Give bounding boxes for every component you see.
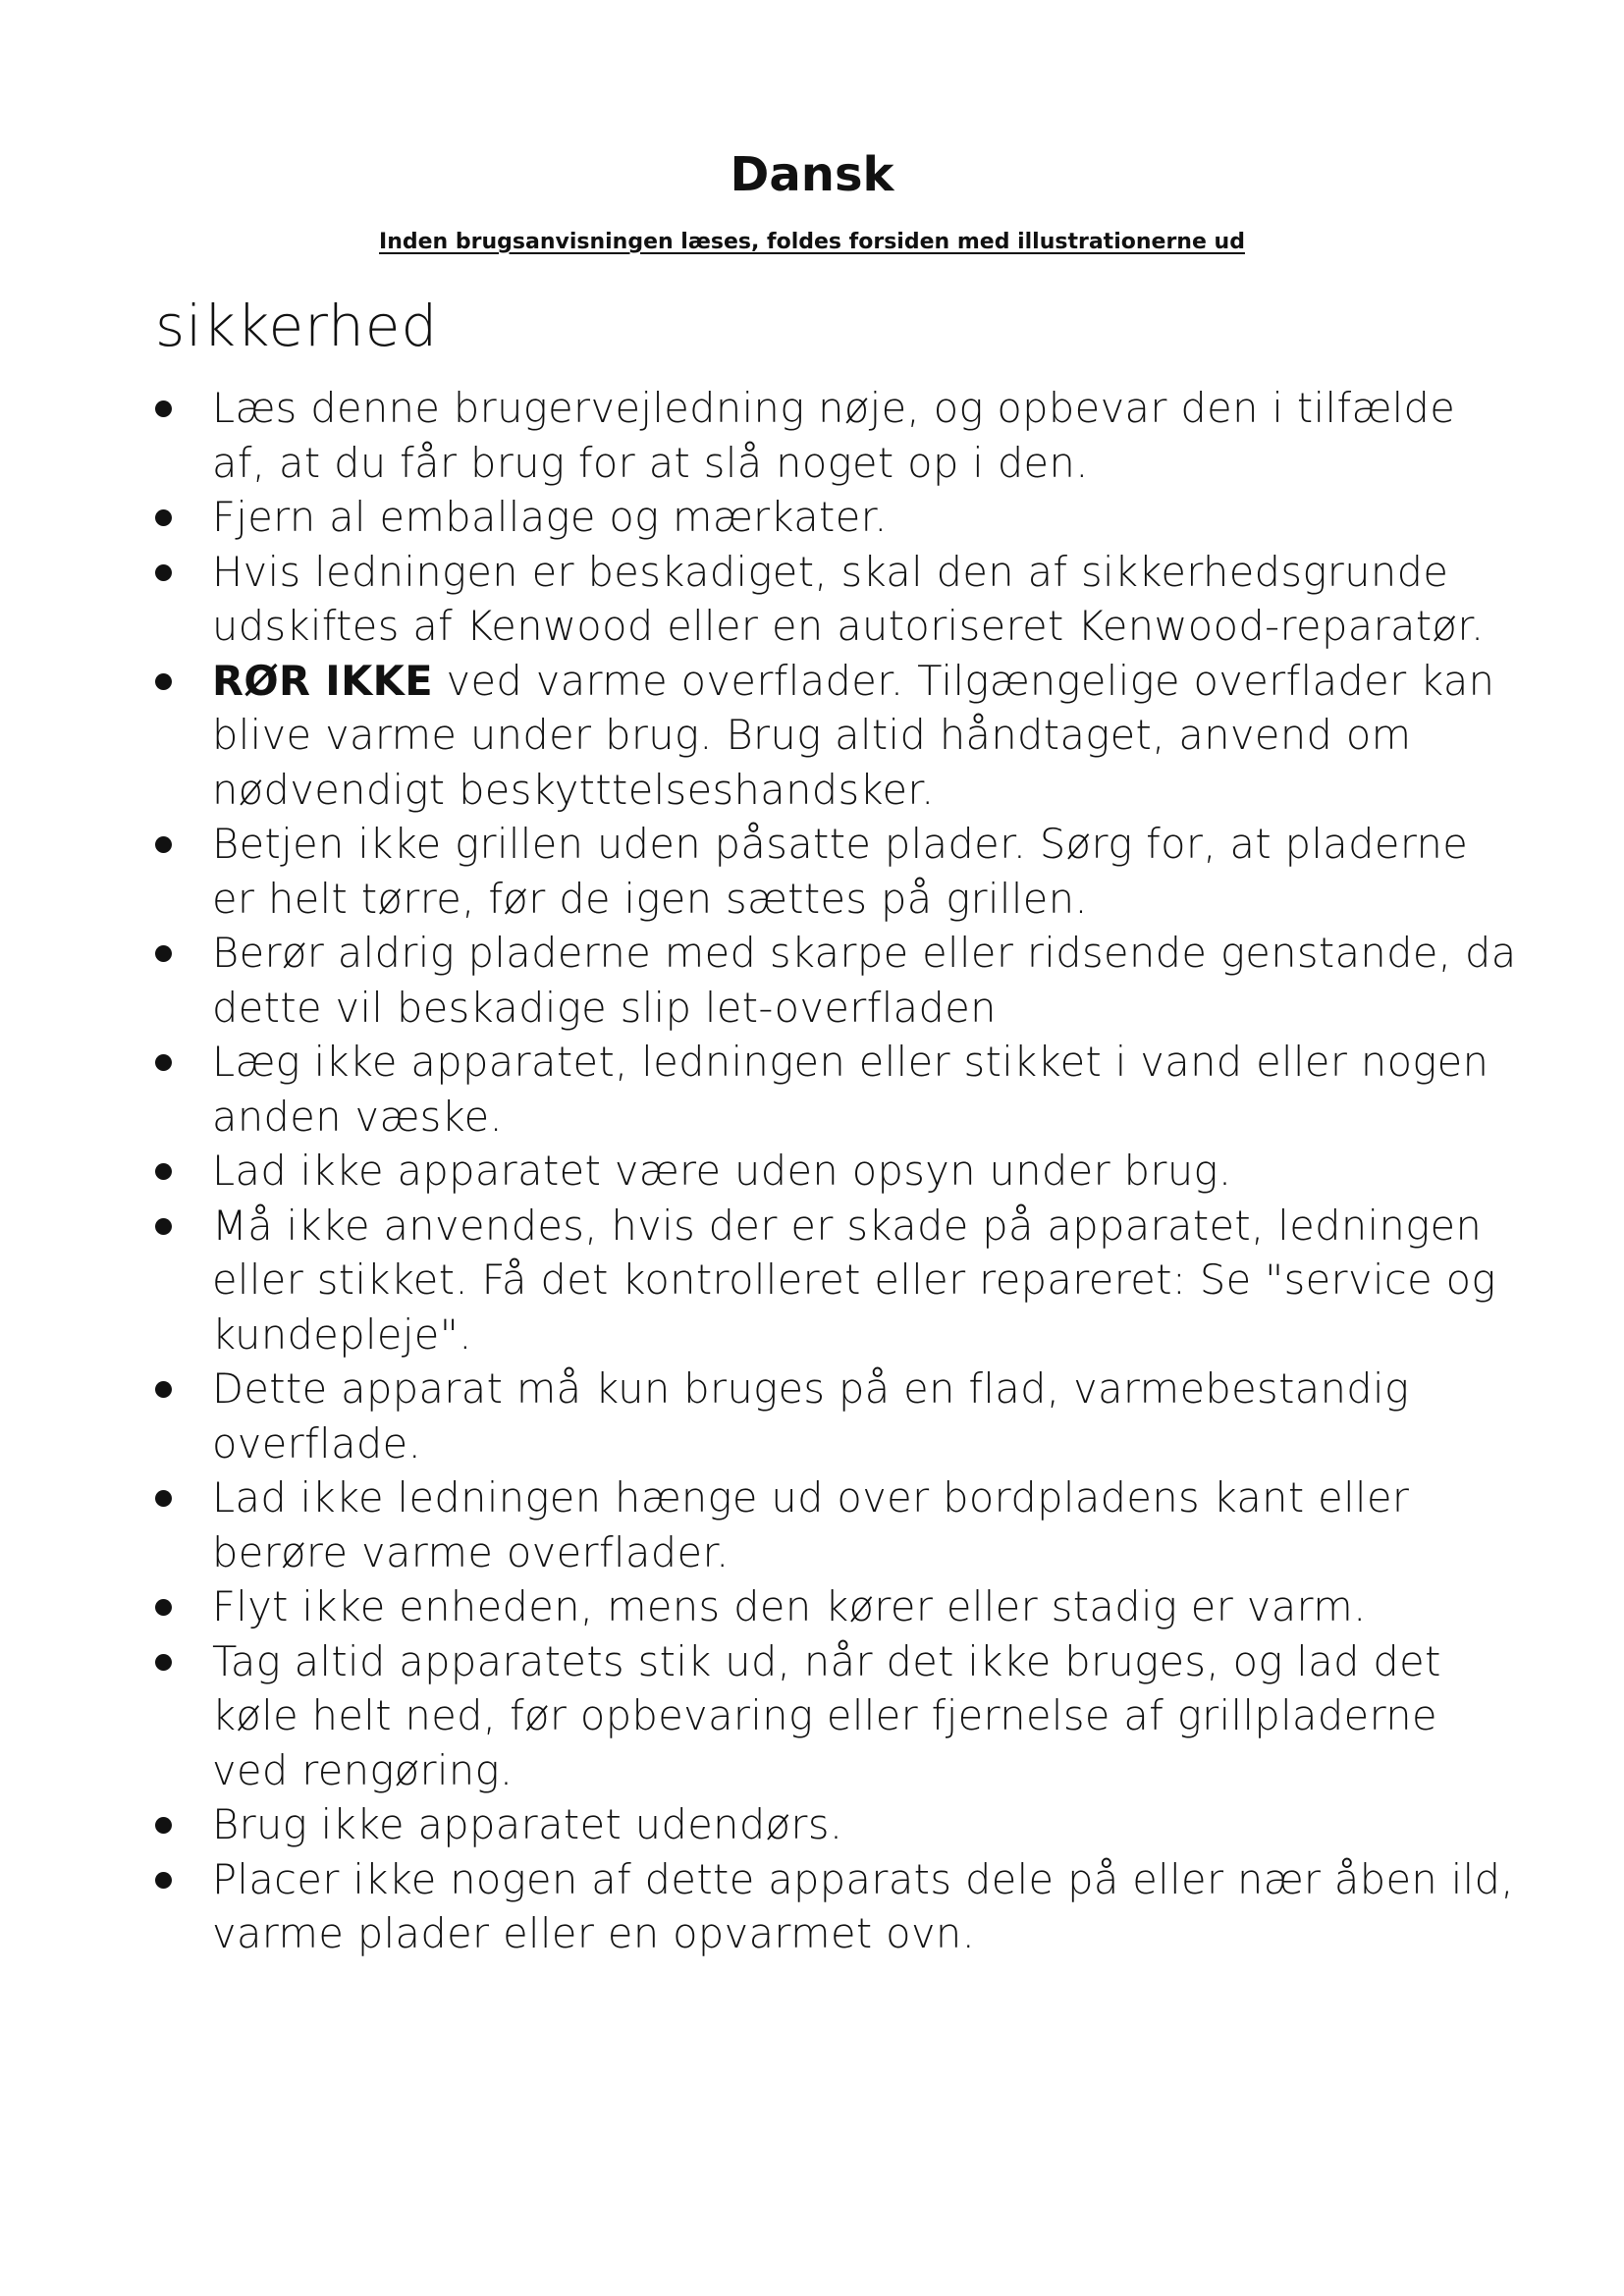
list-item-text: Tag altid apparatets stik ud, når det ikke bruges, og lad det køle helt ned, før opbevaring eller fjernelse af grillpladerne ved rengøring. (212, 1636, 1441, 1794)
list-item (155, 654, 1520, 818)
list-item-text: Betjen ikke grillen uden påsatte plader. Sørg for, at pladerne er helt tørre, før de igen sættes på grillen. (212, 820, 1469, 923)
list-item-text: Læg ikke apparatet, ledningen eller stikket i vand eller nogen anden væske. (212, 1038, 1489, 1141)
section-heading: sikkerhed (155, 293, 439, 359)
bullet-icon (155, 1599, 172, 1616)
list-item (155, 1470, 1520, 1579)
list-item-text: Lad ikke apparatet være uden opsyn under brug. (212, 1147, 1232, 1195)
list-item (155, 545, 1520, 654)
bullet-icon (155, 400, 172, 417)
list-item-text: Brug ikke apparatet udendørs. (212, 1800, 843, 1848)
bullet-icon (155, 945, 172, 962)
bullet-icon (155, 1817, 172, 1834)
list-item-text: Placer ikke nogen af dette apparats dele på eller nær åben ild, varme plader eller en opvarmet ovn. (212, 1854, 1514, 1957)
list-item-text: Fjern al emballage og mærkater. (212, 493, 888, 541)
page-title: Dansk (730, 147, 894, 202)
list-item (155, 381, 1520, 490)
list-item (155, 926, 1520, 1035)
bullet-icon (155, 1163, 172, 1180)
list-item (155, 490, 1520, 545)
list-item (155, 1199, 1520, 1362)
bullet-icon (155, 673, 172, 690)
list-item-text: ved varme overflader. Tilgængelige overflader kan blive varme under brug. Brug altid håndtaget, anvend om nødvendigt beskytttelseshandsker. (212, 656, 1495, 814)
warning-emphasis: RØR IKKE (212, 656, 433, 705)
safety-list (155, 381, 1520, 1961)
list-item (155, 1797, 1520, 1852)
list-item-text: Læs denne brugervejledning nøje, og opbevar den i tilfælde af, at du får brug for at slå noget op i den. (212, 384, 1456, 487)
list-item-text: Hvis ledningen er beskadiget, skal den af sikkerhedsgrunde udskiftes af Kenwood eller en autoriseret Kenwood-reparatør. (212, 547, 1485, 650)
page-subtitle (0, 228, 1624, 257)
list-item (155, 1144, 1520, 1199)
bullet-icon (155, 1054, 172, 1071)
bullet-icon (155, 836, 172, 853)
list-item (155, 1852, 1520, 1961)
list-item (155, 817, 1520, 926)
bullet-icon (155, 509, 172, 526)
bullet-icon (155, 1381, 172, 1398)
list-item-text: Flyt ikke enheden, mens den kører eller stadig er varm. (212, 1582, 1367, 1630)
list-item (155, 1579, 1520, 1634)
bullet-icon (155, 1490, 172, 1507)
bullet-icon (155, 564, 172, 581)
bullet-icon (155, 1872, 172, 1889)
list-item (155, 1035, 1520, 1144)
list-item (155, 1634, 1520, 1798)
list-item-text: Dette apparat må kun bruges på en flad, varmebestandig overflade. (212, 1364, 1410, 1468)
subtitle-text: Inden brugsanvisningen læses, foldes forsiden med illustrationerne ud (379, 230, 1245, 254)
list-item-text: Berør aldrig pladerne med skarpe eller ridsende genstande, da dette vil beskadige slip let-overfladen (212, 929, 1517, 1032)
bullet-icon (155, 1218, 172, 1235)
list-item-text: Må ikke anvendes, hvis der er skade på apparatet, ledningen eller stikket. Få det kontrolleret eller repareret: Se "service og kundepleje". (212, 1201, 1496, 1359)
list-item (155, 1362, 1520, 1470)
bullet-icon (155, 1654, 172, 1671)
list-item-text: Lad ikke ledningen hænge ud over bordpladens kant eller berøre varme overflader. (212, 1473, 1410, 1576)
